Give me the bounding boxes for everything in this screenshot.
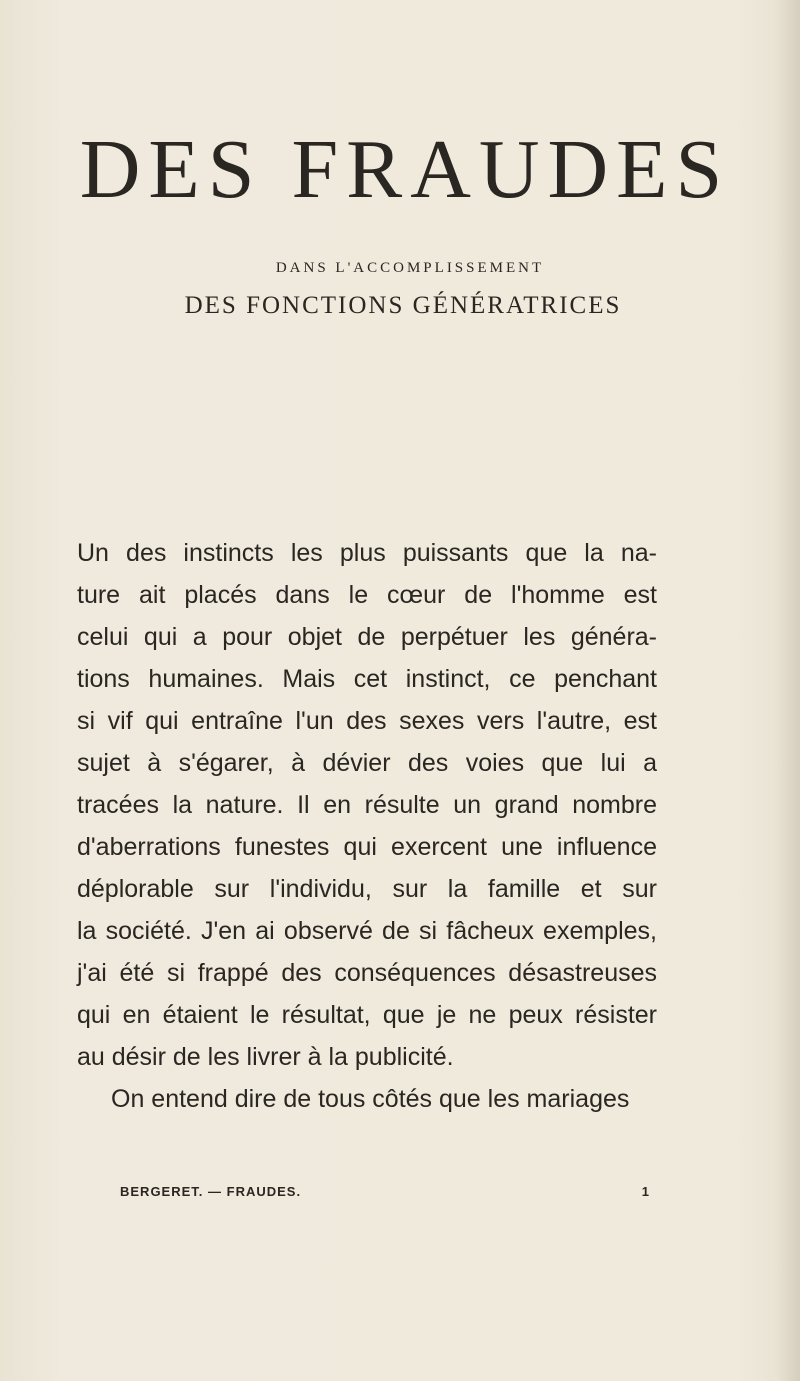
body-line: si vif qui entraîne l'un des sexes vers l'autre, est: [77, 707, 657, 735]
body-line: On entend dire de tous côtés que les mariages: [111, 1085, 630, 1113]
body-line: Un des instincts les plus puissants que la na-: [77, 539, 657, 567]
body-line: la société. J'en ai observé de si fâcheux exemples,: [77, 917, 657, 945]
body-line: au désir de les livrer à la publicité.: [77, 1043, 454, 1071]
body-line: d'aberrations funestes qui exercent une influence: [77, 833, 657, 861]
body-line: tracées la nature. Il en résulte un grand nombre: [77, 791, 657, 819]
body-line: j'ai été si frappé des conséquences désastreuses: [77, 959, 657, 987]
body-line: qui en étaient le résultat, que je ne peux résister: [77, 1001, 657, 1029]
page-edge-shadow: [776, 0, 800, 1381]
page-number: 1: [641, 1184, 650, 1199]
subtitle-line-1: DANS L'ACCOMPLISSEMENT: [275, 260, 545, 276]
footer-signature: BERGERET. — FRAUDES.: [120, 1184, 302, 1199]
subtitle-line-2: DES FONCTIONS GÉNÉRATRICES: [184, 292, 622, 319]
page-title: DES FRAUDES: [79, 123, 731, 216]
body-line: sujet à s'égarer, à dévier des voies que lui a: [77, 749, 657, 777]
body-line: ture ait placés dans le cœur de l'homme est: [77, 581, 657, 609]
body-line: déplorable sur l'individu, sur la famille et sur: [77, 875, 657, 903]
body-paragraph: [77, 532, 657, 1120]
body-line: tions humaines. Mais cet instinct, ce penchant: [77, 665, 657, 693]
body-line: celui qui a pour objet de perpétuer les généra-: [77, 623, 657, 651]
